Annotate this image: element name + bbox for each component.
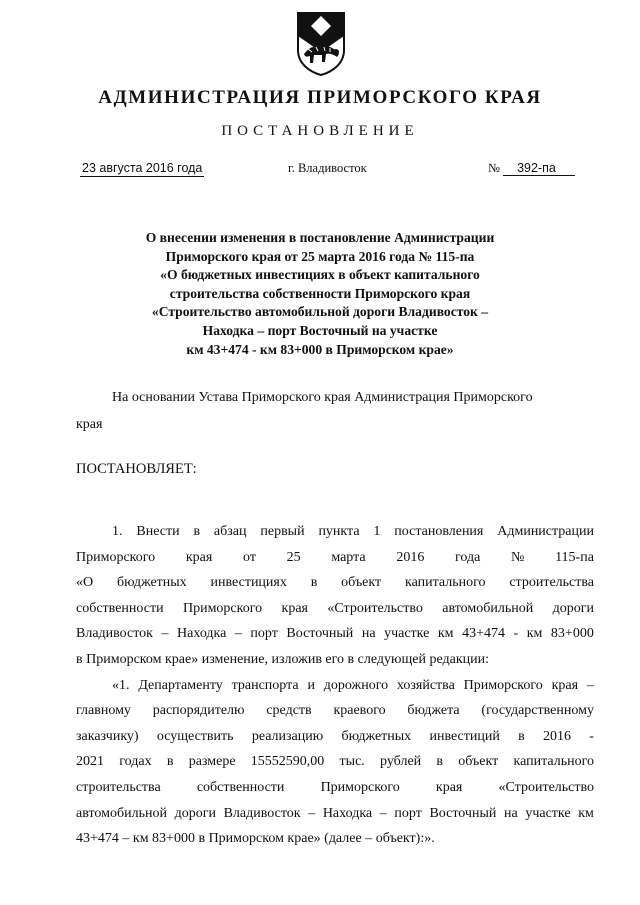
word: года (455, 549, 481, 565)
word: первый (260, 524, 305, 539)
word: годах (119, 754, 152, 770)
document-date: 23 августа 2016 года (82, 161, 203, 175)
word: Восточный (429, 805, 497, 821)
word: от (243, 549, 256, 565)
word: Администрации (497, 524, 594, 539)
paragraph-line (76, 801, 594, 827)
paragraph-line (76, 519, 594, 545)
word: марта (331, 549, 366, 565)
word: 15552590,00 (250, 754, 325, 770)
word: автомобильной (76, 805, 167, 821)
word: и (307, 677, 315, 693)
paragraph-line (76, 570, 594, 596)
word: № (511, 549, 525, 565)
word: рублей (380, 754, 422, 770)
paragraph-line (76, 621, 594, 647)
word: строительства (509, 575, 594, 591)
word: в (518, 728, 525, 744)
word: в (193, 524, 201, 539)
word: средств (266, 703, 312, 719)
word: – (586, 677, 594, 693)
word: краевого (333, 703, 386, 719)
decree-word: ПОСТАНОВЛЯЕТ: (76, 461, 197, 477)
number-label: № (488, 161, 500, 175)
paragraph-line (76, 545, 594, 571)
word: участке (525, 805, 571, 821)
word: 1 (373, 524, 381, 539)
word: главному (76, 703, 131, 719)
word: края (281, 600, 308, 616)
word: бюджетных (116, 575, 187, 591)
word: заказчику) (76, 728, 139, 744)
word: объект (341, 575, 382, 591)
word: хозяйства (396, 677, 455, 693)
word: абзац (213, 524, 247, 539)
paragraph-line (76, 826, 594, 852)
word: – (308, 805, 316, 821)
word: на (503, 805, 518, 821)
word: размере (188, 754, 236, 770)
word: края (551, 677, 579, 693)
word: в (436, 754, 444, 770)
word: «Строительство (327, 600, 423, 616)
word: края (185, 549, 213, 565)
word: строительства (76, 779, 161, 795)
subject-line: «О бюджетных инвестициях в объект капитального (160, 267, 480, 283)
word: – (379, 805, 387, 821)
paragraph-line (76, 596, 594, 622)
main-paragraphs (76, 519, 594, 852)
word: Владивосток (223, 805, 301, 821)
basis-line: края (76, 417, 103, 432)
primorsky-tiger-emblem (296, 10, 346, 76)
word: бюджетных (341, 728, 412, 744)
word: тыс. (339, 754, 365, 770)
word: «Строительство (498, 779, 594, 795)
word: Внести (136, 524, 180, 539)
subject-line: км 43+474 - км 83+000 в Приморском крае» (186, 341, 454, 357)
word: – (234, 626, 242, 642)
word: – (161, 626, 169, 642)
paragraph-line (76, 647, 594, 673)
word: дороги (552, 600, 594, 616)
word: Приморского (463, 677, 543, 693)
word: бюджета (407, 703, 460, 719)
word: пункта (318, 524, 360, 539)
word: 115-па (555, 549, 594, 565)
word: распорядителю (152, 703, 245, 719)
word: - (513, 626, 519, 642)
word: «1. (112, 677, 130, 693)
subject-line: О внесении изменения в постановление Администрации (145, 230, 495, 245)
word: дороги (174, 805, 216, 821)
subject-line: строительства собственности Приморского края (169, 285, 471, 301)
word: Находка (322, 805, 373, 821)
subject-line: Приморского края от 25 марта 2016 года № 115-па (165, 248, 475, 264)
word: капитального (513, 754, 594, 770)
word: в (166, 754, 174, 770)
word: в (310, 575, 318, 591)
word: Приморского (182, 600, 263, 616)
word: реализацию (251, 728, 324, 744)
word: Находка (177, 626, 227, 642)
word: капитального (404, 575, 486, 591)
word: (государственному (481, 703, 594, 719)
word: 2016 (396, 549, 425, 565)
basis-paragraph (76, 384, 594, 438)
word: км (526, 626, 543, 642)
word: 43+474 (462, 626, 505, 642)
word: км (578, 805, 594, 821)
organization-title: АДМИНИСТРАЦИЯ ПРИМОРСКОГО КРАЯ (98, 87, 542, 108)
word: порт (394, 805, 422, 821)
word: Приморского (320, 779, 400, 795)
word: Восточный (286, 626, 354, 642)
word: 83+000 (550, 626, 594, 642)
word: на (361, 626, 376, 642)
subject-line: Находка – порт Восточный на участке (202, 322, 438, 338)
word: постановления (394, 524, 484, 539)
word: собственности (196, 779, 285, 795)
word: порт (250, 626, 278, 642)
word: 2016 (543, 728, 571, 744)
paragraph-line (76, 698, 594, 724)
document-subject (100, 229, 540, 359)
document-number: 392-па (503, 161, 575, 176)
word: края (435, 779, 463, 795)
word: инвестициях (210, 575, 287, 591)
basis-line: На основании Устава Приморского края Администрация Приморского (112, 390, 533, 405)
word: автомобильной (442, 600, 534, 616)
word: объект (458, 754, 499, 770)
document-type: ПОСТАНОВЛЕНИЕ (221, 123, 419, 139)
word: транспорта (231, 677, 299, 693)
paragraph-line (76, 749, 594, 775)
subject-line: «Строительство автомобильной дороги Владивосток – (151, 304, 489, 320)
word: участке (384, 626, 430, 642)
word: собственности (76, 600, 164, 616)
word: дорожного (323, 677, 389, 693)
word: Приморского (76, 549, 156, 565)
word: 25 (286, 549, 301, 565)
word: км (437, 626, 454, 642)
paragraph-line (76, 724, 594, 750)
document-number-block (488, 161, 575, 176)
word: «О (76, 575, 94, 591)
document-city: г. Владивосток (288, 161, 367, 175)
paragraph-line (76, 775, 594, 801)
word: в Приморском крае» изменение, изложив его в следующей редакции: (76, 651, 489, 667)
word: инвестиций (429, 728, 500, 744)
word: осуществить (156, 728, 234, 744)
word: Департаменту (138, 677, 223, 693)
word: Владивосток (76, 626, 153, 642)
word: 43+474 – км 83+000 в Приморском крае» (далее – объект):». (76, 831, 435, 847)
paragraph-line (76, 673, 594, 699)
word: 1. (112, 524, 123, 539)
word: 2021 (76, 754, 104, 770)
word: - (589, 728, 594, 744)
